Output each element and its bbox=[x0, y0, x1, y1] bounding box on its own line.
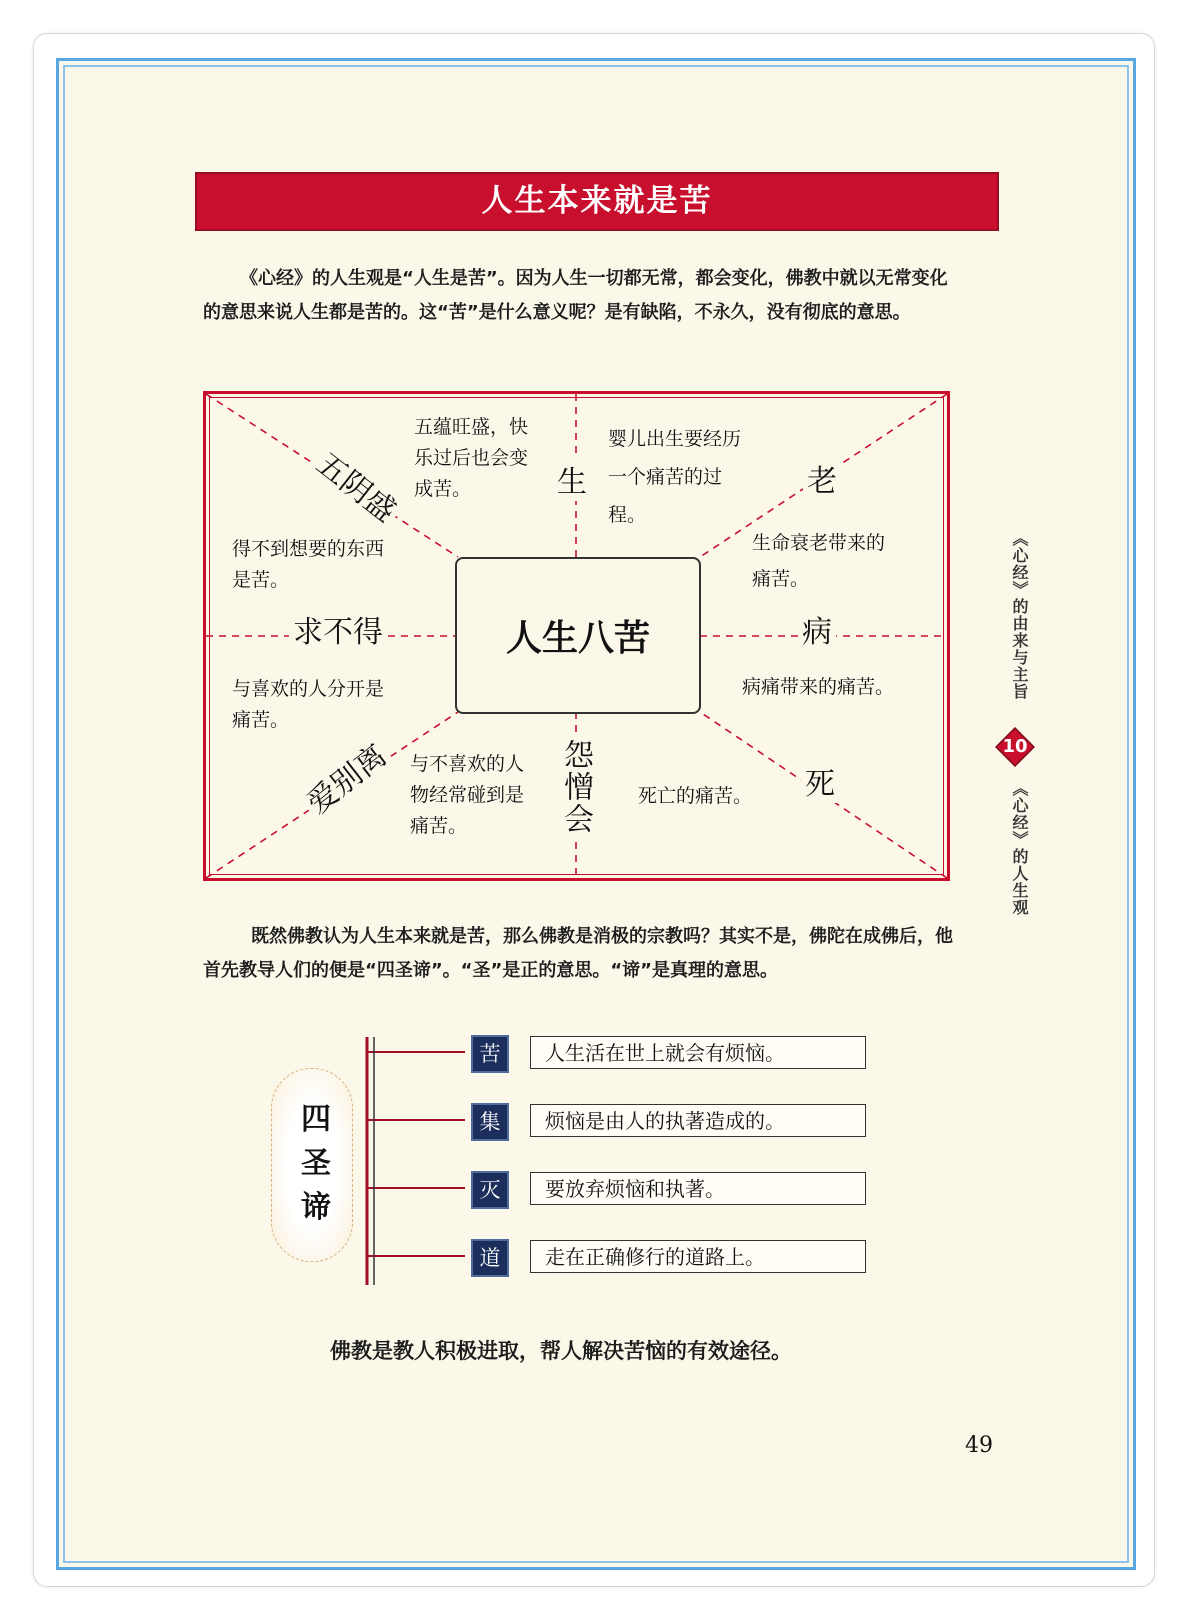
desc-lao: 生命衰老带来的痛苦。 bbox=[752, 532, 886, 590]
desc-aibieli: 与喜欢的人分开是痛苦。 bbox=[232, 678, 385, 731]
truth-chip-ku: 苦 bbox=[471, 1035, 509, 1073]
chapter-number: 10 bbox=[1002, 736, 1028, 757]
desc-bing: 病痛带来的痛苦。 bbox=[742, 676, 895, 698]
closing-statement: 佛教是教人积极进取，帮人解决苦恼的有效途径。 bbox=[330, 1339, 792, 1363]
truth-text-mie: 要放弃烦恼和执著。 bbox=[530, 1172, 866, 1205]
truth-text-ji: 烦恼是由人的执著造成的。 bbox=[530, 1104, 866, 1137]
label-sheng: 生 bbox=[553, 457, 591, 501]
desc-sheng: 婴儿出生要经历一个痛苦的过程。 bbox=[608, 428, 742, 526]
truth-chip-dao: 道 bbox=[471, 1239, 509, 1277]
desc-si: 死亡的痛苦。 bbox=[638, 785, 753, 807]
truth-chip-mie: 灭 bbox=[471, 1171, 509, 1209]
truth-text-dao: 走在正确修行的道路上。 bbox=[530, 1240, 866, 1273]
desc-qiubude: 得不到想要的东西是苦。 bbox=[232, 538, 385, 591]
intro-paragraph: 《心经》的人生观是“人生是苦”。因为人生一切都无常，都会变化，佛教中就以无常变化的意思来说人生都是苦的。这“苦”是什么意义呢？是有缺陷，不永久，没有彻底的意思。 bbox=[203, 268, 948, 323]
truth-text-ku: 人生活在世上就会有烦恼。 bbox=[530, 1036, 866, 1069]
page-title: 人生本来就是苦 bbox=[195, 172, 999, 231]
label-wuyinsheng: 五阴盛 bbox=[306, 437, 410, 532]
label-bing: 病 bbox=[798, 607, 836, 651]
diagram-center-box: 人生八苦 bbox=[455, 557, 701, 714]
label-aibieli: 爱别离 bbox=[293, 729, 397, 824]
desc-wuyinsheng: 五蕴旺盛，快乐过后也会变成苦。 bbox=[414, 416, 529, 500]
page-number: 49 bbox=[965, 1433, 993, 1458]
side-tab-chapter: 《心经》的由来与主旨 bbox=[1010, 530, 1029, 700]
label-lao: 老 bbox=[803, 456, 841, 500]
label-qiubude: 求不得 bbox=[289, 607, 387, 651]
desc-yuanzenghui: 与不喜欢的人物经常碰到是痛苦。 bbox=[410, 753, 525, 837]
label-yuanzenghui: 怨憎会 bbox=[553, 735, 597, 839]
side-tab-section: 《心经》的人生观 bbox=[1010, 780, 1029, 916]
second-paragraph: 既然佛教认为人生本来就是苦，那么佛教是消极的宗教吗？其实不是，佛陀在成佛后，他首先教导人们的便是“四圣谛”。“圣”是正的意思。“谛”是真理的意思。 bbox=[203, 926, 953, 981]
four-truths-heading: 四圣谛 bbox=[301, 1102, 331, 1225]
label-si: 死 bbox=[801, 759, 839, 803]
truth-chip-ji: 集 bbox=[471, 1103, 509, 1141]
